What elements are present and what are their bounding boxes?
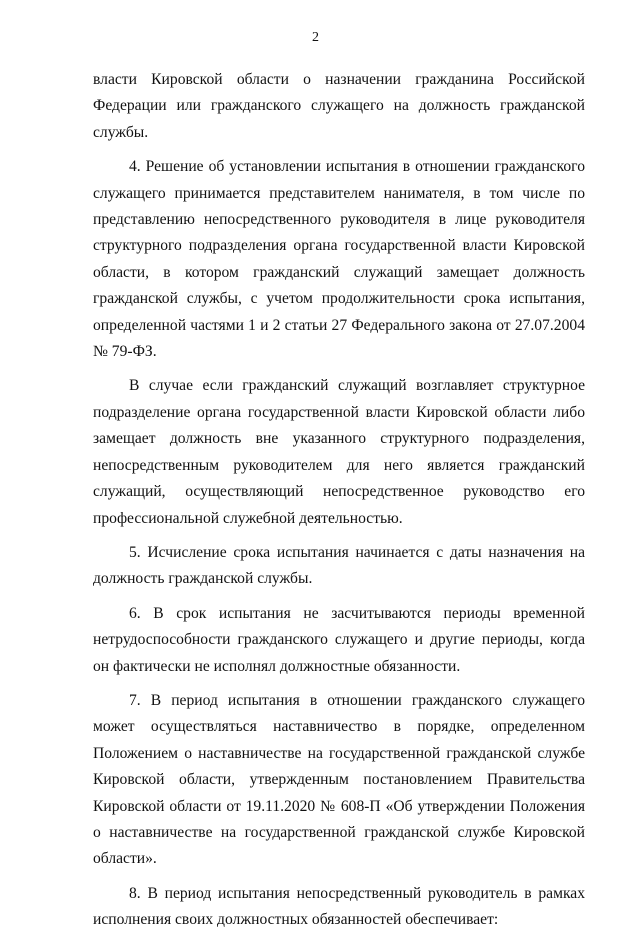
document-body <box>93 67 585 942</box>
paragraph-item-7: 7. В период испытания в отношении гражданского служащего может осуществляться наставничество в порядке, определенном Положением о наставничестве на государственной гражданской службе Кировской области, утвержденным постановлением Правительства Кировской области от 19.11.2020 № 608-П «Об утверждении Положения о наставничестве на государственной гражданской службе Кировской области». <box>93 691 585 868</box>
paragraph-continuation: власти Кировской области о назначении гражданина Российской Федерации или гражданского служащего на должность гражданской службы. <box>93 71 585 141</box>
paragraph-supervisor-case: В случае если гражданский служащий возглавляет структурное подразделение органа государственной власти Кировской области либо замещает должность вне указанного структурного подразделения, непосредственным руководителем для него является гражданский служащий, осуществляющий непосредственное руководство его профессиональной служебной деятельностью. <box>93 377 585 527</box>
paragraph-item-8: 8. В период испытания непосредственный руководитель в рамках исполнения своих должностных обязанностей обеспечивает: <box>93 884 585 929</box>
page-number: 2 <box>312 30 319 45</box>
paragraph-item-6: 6. В срок испытания не засчитываются периоды временной нетрудоспособности гражданского служащего и другие периоды, когда он фактически не исполнял должностные обязанности. <box>93 604 585 675</box>
paragraph-item-4: 4. Решение об установлении испытания в отношении гражданского служащего принимается представителем нанимателя, в том числе по представлению непосредственного руководителя в лице руководителя структурного подразделения органа государственной власти Кировской области, в котором гражданский служащий замещает должность гражданской службы, с учетом продолжительности срока испытания, определенной частями 1 и 2 статьи 27 Федерального закона от 27.07.2004 № 79-ФЗ. <box>93 158 585 361</box>
paragraph-item-5: 5. Исчисление срока испытания начинается с даты назначения на должность гражданской службы. <box>93 543 585 588</box>
